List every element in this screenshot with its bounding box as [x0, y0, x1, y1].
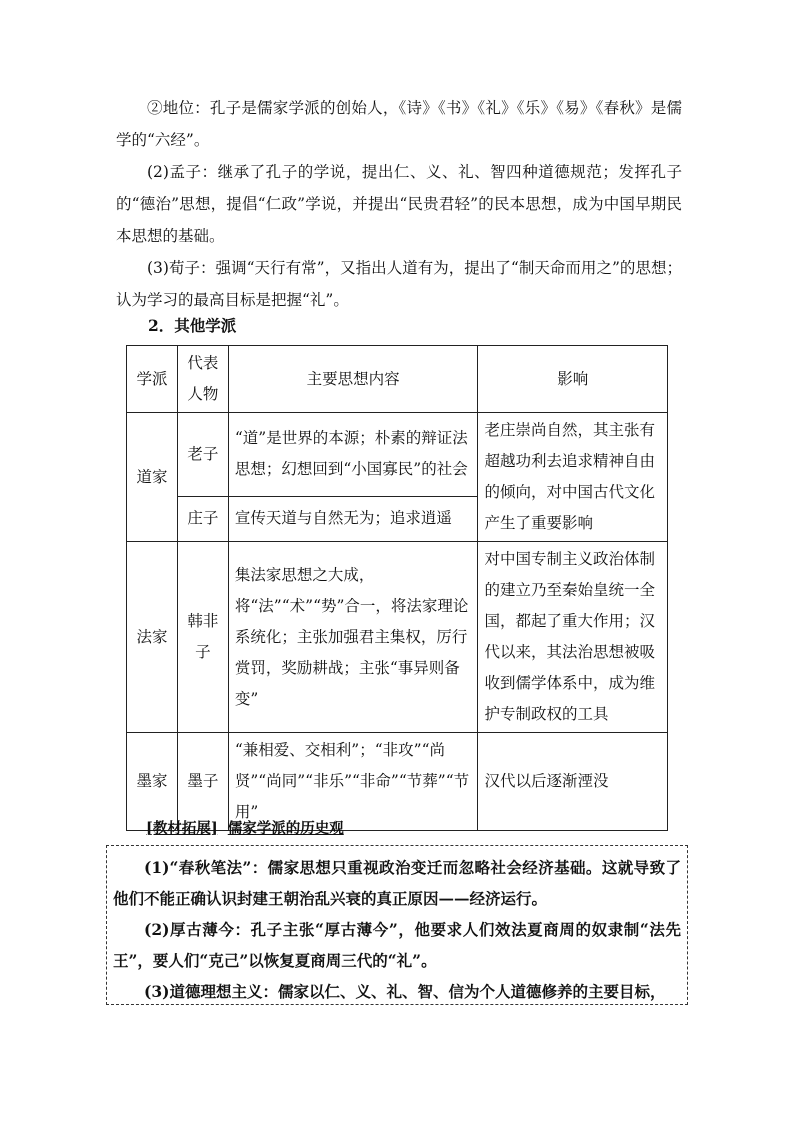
table-row — [127, 542, 668, 733]
extension-tag: [教材拓展] — [146, 820, 218, 837]
cell-school-mojia: 墨家 — [127, 733, 178, 831]
extension-box — [106, 845, 688, 1005]
cell-person-hanfeizi: 韩非子 — [177, 542, 228, 733]
cell-person-zhuangzi: 庄子 — [177, 496, 228, 541]
paragraph-mencius: (2)孟子：继承了孔子的学说，提出仁、义、礼、智四种道德规范；发挥孔子的“德治”思想，提倡“仁政”学说，并提出“民贵君轻”的民本思想，成为中国早期民本思想的基础。 — [116, 163, 682, 245]
cell-thought-zhuangzi: 宣传天道与自然无为；追求逍遥 — [228, 496, 478, 541]
cell-thought-mozi: “兼相爱、交相利”；“非攻”“尚贤”“尚同”“非乐”“非命”“节葬”“节用” — [228, 733, 478, 831]
header-thought: 主要思想内容 — [228, 346, 478, 413]
cell-impact-daojia: 老庄崇尚自然，其主张有超越功利去追求精神自由的倾向，对中国古代文化产生了重要影响 — [478, 413, 668, 542]
cell-person-mozi: 墨子 — [177, 733, 228, 831]
schools-table — [126, 345, 668, 831]
extension-label — [146, 818, 344, 840]
cell-thought-laozi: “道”是世界的本源；朴素的辩证法思想；幻想回到“小国寡民”的社会 — [228, 413, 478, 497]
cell-school-daojia: 道家 — [127, 413, 178, 542]
cell-school-fajia: 法家 — [127, 542, 178, 733]
paragraph-xunzi: (3)荀子：强调“天行有常”，又指出人道有为，提出了“制天命而用之”的思想；认为学习的最高目标是把握“礼”。 — [116, 259, 682, 309]
extension-paragraph-moral: (3)道德理想主义：儒家以仁、义、礼、智、信为个人道德修养的主要目标， — [144, 982, 666, 1001]
section-heading-other-schools: 2．其他学派 — [148, 316, 237, 335]
extension-paragraph-hougu: (2)厚古薄今：孔子主张“厚古薄今”，他要求人们效法夏商周的奴隶制“法先王”，要人们“克己”以恢复夏商周三代的“礼”。 — [113, 920, 681, 970]
cell-impact-mojia: 汉代以后逐渐湮没 — [478, 733, 668, 831]
cell-impact-fajia: 对中国专制主义政治体制的建立乃至秦始皇统一全国，都起了重大作用；汉代以来，其法治思想被吸收到儒学体系中，成为维护专制政权的工具 — [478, 542, 668, 733]
extension-paragraph-chunqiu: (1)“春秋笔法”：儒家思想只重视政治变迁而忽略社会经济基础。这就导致了他们不能正确认识封建王朝治乱兴衰的真正原因——经济运行。 — [113, 858, 681, 908]
table-row — [127, 413, 668, 497]
table-header-row — [127, 346, 668, 413]
header-impact: 影响 — [478, 346, 668, 413]
header-person: 代表人物 — [177, 346, 228, 413]
cell-person-laozi: 老子 — [177, 413, 228, 497]
extension-title: 儒家学派的历史观 — [227, 820, 344, 837]
paragraph-confucius-status: ②地位：孔子是儒家学派的创始人，《诗》《书》《礼》《乐》《易》《春秋》是儒学的“六经”。 — [116, 99, 682, 149]
table-row — [127, 733, 668, 831]
header-school: 学派 — [127, 346, 178, 413]
cell-thought-hanfeizi: 集法家思想之大成，将“法”“术”“势”合一，将法家理论系统化；主张加强君主集权，厉行赏罚，奖励耕战；主张“事异则备变” — [228, 542, 478, 733]
